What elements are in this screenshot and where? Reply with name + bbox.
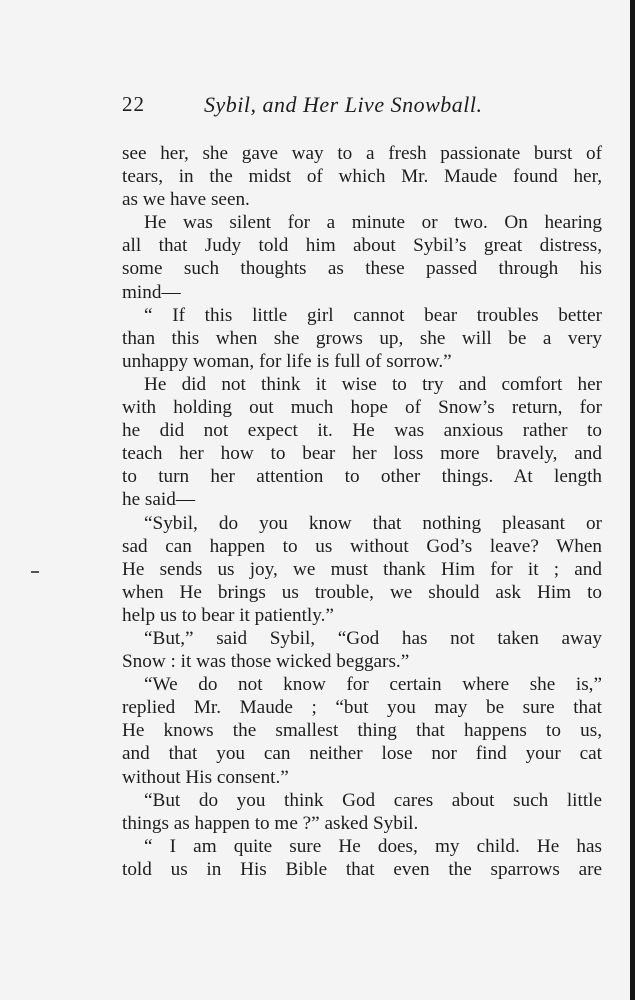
text-line: he said—: [122, 489, 196, 511]
text-line: “But do you think God cares about such little: [144, 789, 602, 811]
text-line: than this when she grows up, she will be a very: [122, 327, 602, 349]
body-text: [122, 142, 602, 881]
page-header: [122, 92, 602, 122]
text-line: He sends us joy, we must thank Him for it ; and: [122, 558, 602, 580]
text-line: sad can happen to us without God’s leave? When: [122, 535, 602, 557]
text-line: He did not think it wise to try and comfort her: [144, 373, 602, 395]
text-line: He was silent for a minute or two. On hearing: [144, 212, 602, 234]
text-line: mind—: [122, 281, 181, 303]
text-line: all that Judy told him about Sybil’s great distress,: [122, 235, 602, 257]
text-line: “But,” said Sybil, “God has not taken away: [144, 627, 602, 649]
text-line: and that you can neither lose nor find your cat: [122, 743, 602, 765]
text-line: teach her how to bear her loss more bravely, and: [122, 443, 602, 465]
text-line: “Sybil, do you know that nothing pleasant or: [144, 512, 602, 534]
text-line: unhappy woman, for life is full of sorrow.”: [122, 350, 452, 372]
text-line: told us in His Bible that even the sparrows are: [122, 858, 602, 880]
book-spine-edge: [630, 0, 635, 1000]
text-line: “ I am quite sure He does, my child. He has: [144, 835, 602, 857]
margin-mark: [31, 571, 39, 573]
running-title: Sybil, and Her Live Snowball.: [204, 92, 483, 117]
text-line: replied Mr. Maude ; “but you may be sure that: [122, 697, 602, 719]
text-line: with holding out much hope of Snow’s return, for: [122, 397, 602, 419]
text-line: Snow : it was those wicked beggars.”: [122, 651, 410, 673]
text-line: He knows the smallest thing that happens to us,: [122, 720, 602, 742]
page-number: 22: [122, 92, 145, 116]
text-line: he did not expect it. He was anxious rather to: [122, 420, 602, 442]
text-line: tears, in the midst of which Mr. Maude found her,: [122, 166, 602, 188]
text-line: without His consent.”: [122, 766, 289, 788]
text-line: to turn her attention to other things. At length: [122, 466, 602, 488]
text-line: some such thoughts as these passed through his: [122, 258, 602, 280]
text-line: “ If this little girl cannot bear troubles better: [144, 304, 602, 326]
text-line: see her, she gave way to a fresh passionate burst of: [122, 143, 602, 164]
text-line: things as happen to me ?” asked Sybil.: [122, 812, 419, 834]
text-line: when He brings us trouble, we should ask Him to: [122, 581, 602, 603]
text-line: “We do not know for certain where she is,”: [144, 674, 602, 696]
text-line: help us to bear it patiently.”: [122, 604, 334, 626]
text-line: as we have seen.: [122, 189, 250, 211]
